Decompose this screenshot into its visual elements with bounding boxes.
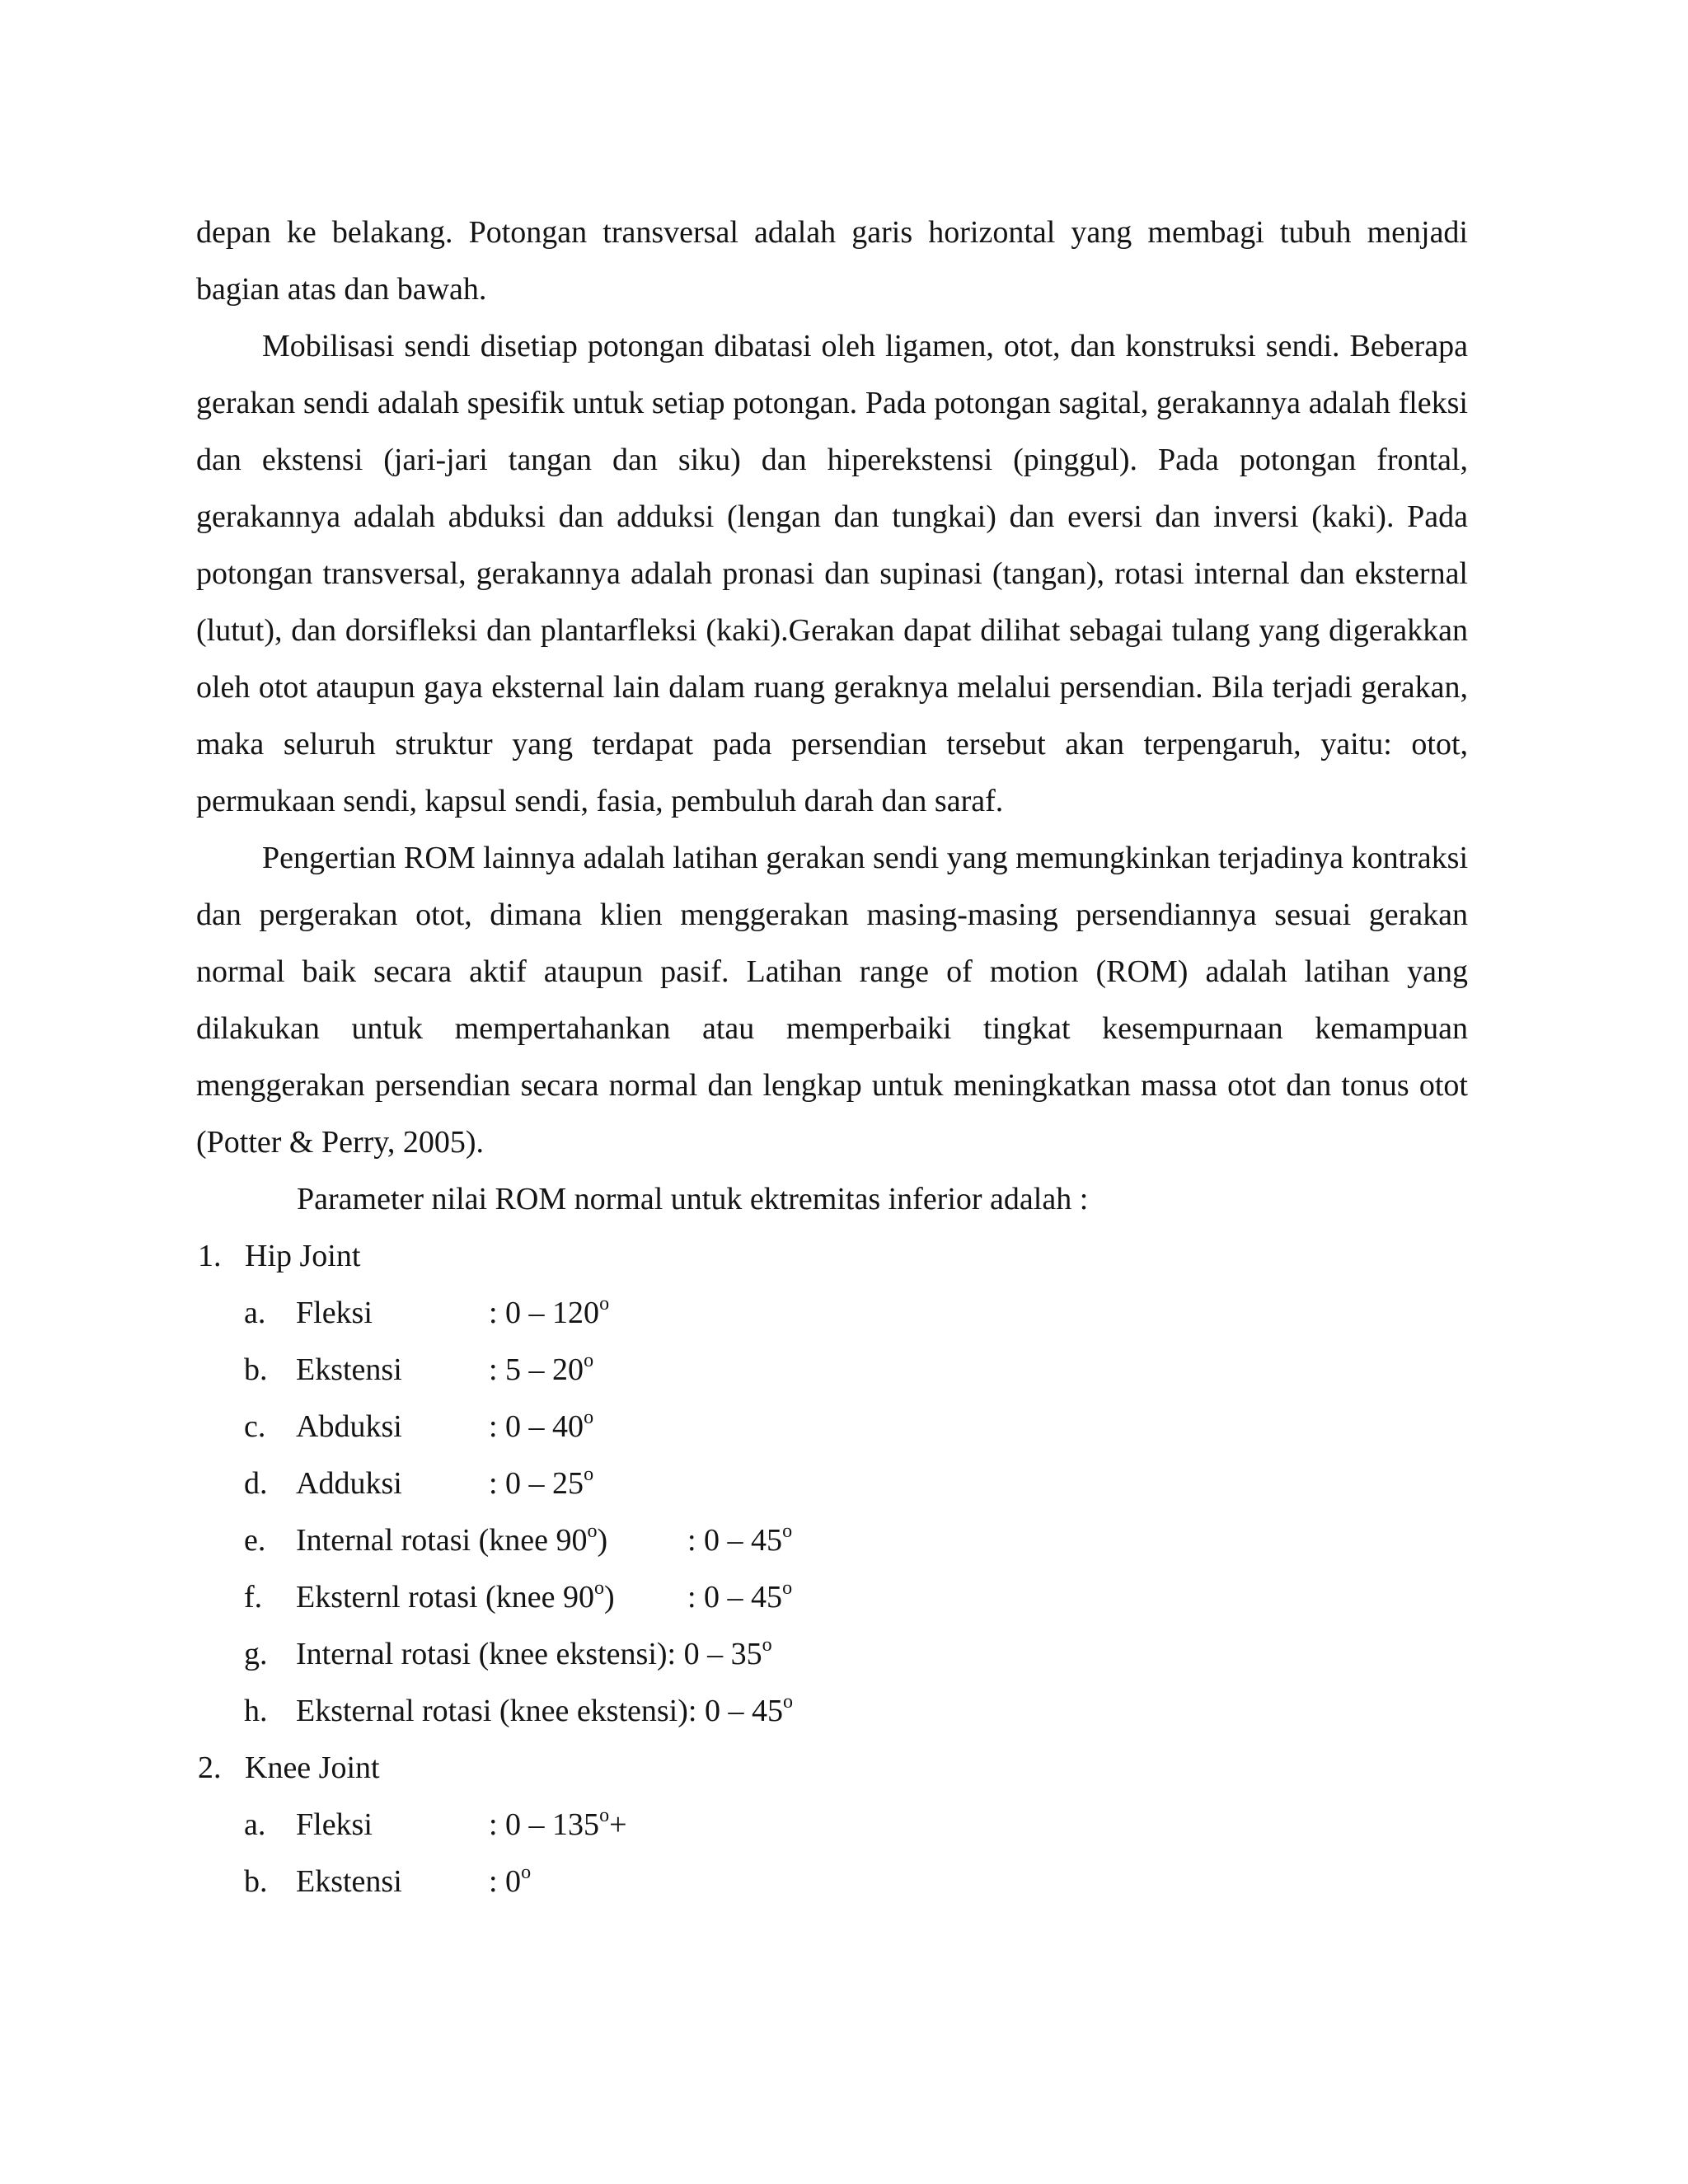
paragraph-planes-end: depan ke belakang. Potongan transversal adalah garis horizontal yang membagi tubuh menjadi bagian atas dan bawah. xyxy=(196,215,1468,307)
item-letter: b. xyxy=(244,1352,268,1387)
degree-sign: o xyxy=(599,1805,610,1827)
knee-item-fleksi xyxy=(196,1797,1468,1854)
item-value: : 0$^o$ xyxy=(489,1862,532,1899)
paragraph-joint-mobilization: Mobilisasi sendi disetiap potongan dibatasi oleh ligamen, otot, dan konstruksi sendi. Beberapa gerakan sendi adalah spesifik untuk setiap potongan. Pada potongan sagital, gerakannya adalah fleksi dan ekstensi (jari-jari tangan dan siku) dan hiperekstensi (pinggul). Pada potongan frontal, gerakannya adalah abduksi dan adduksi (lengan dan tungkai) dan eversi dan inversi (kaki). Pada potongan transversal, gerakannya adalah pronasi dan supinasi (tangan), rotasi internal dan eksternal (lutut), dan dorsifleksi dan plantarfleksi (kaki).Gerakan dapat dilihat sebagai tulang yang digerakkan oleh otot ataupun gaya eksternal lain dalam ruang geraknya melalui persendian. Bila terjadi gerakan, maka seluruh struktur yang terdapat pada persendian tersebut akan terpengaruh, yaitu: otot, permukaan sendi, kapsul sendi, fasia, pembuluh darah dan saraf. xyxy=(196,329,1468,818)
hip-item-eksternal-rotasi-knee-ekstensi xyxy=(196,1683,1468,1740)
item-letter: g. xyxy=(244,1637,268,1671)
item-label: Fleksi xyxy=(296,1296,373,1330)
item-letter: c. xyxy=(244,1409,266,1444)
hip-item-abduksi xyxy=(196,1399,1468,1455)
item-value: : $0 - 135^o+$ xyxy=(489,1805,627,1842)
item-letter: d. xyxy=(244,1466,268,1501)
item-label: Ekstensi xyxy=(296,1864,402,1899)
hip-item-eksternal-rotasi-knee-90 xyxy=(196,1569,1468,1626)
knee-item-ekstensi xyxy=(196,1854,1468,1910)
degree-sign: o xyxy=(593,1577,604,1600)
item-label: Adduksi xyxy=(296,1466,402,1501)
degree-sign: o xyxy=(584,1464,594,1486)
degree-sign: o xyxy=(584,1407,594,1429)
item-value: : 0 – 25$^o$ xyxy=(489,1464,594,1501)
hip-item-adduksi xyxy=(196,1455,1468,1512)
item-label: Internal rotasi (knee 90$^o$) xyxy=(296,1521,608,1558)
rom-parameter-intro: Parameter nilai ROM normal untuk ektremitas inferior adalah : xyxy=(297,1182,1089,1216)
item-label: Ekstensi xyxy=(296,1352,402,1387)
section-number: 1. xyxy=(198,1239,222,1273)
item-value: : 0 – 45$^o$ xyxy=(687,1521,793,1558)
hip-item-fleksi xyxy=(196,1285,1468,1342)
degree-sign: o xyxy=(599,1293,610,1315)
degree-sign: o xyxy=(521,1862,532,1884)
item-value: : 0 – 45$^o$ xyxy=(687,1691,793,1728)
knee-joint-heading xyxy=(196,1740,1468,1797)
item-letter: f. xyxy=(244,1580,263,1615)
item-label-with-value: Eksternal rotasi (knee ekstensi): 0 – 45$^o$ xyxy=(296,1691,793,1728)
item-value: : 0 – 35$^o$ xyxy=(667,1634,772,1671)
section-title: Hip Joint xyxy=(245,1239,361,1273)
section-number: 2. xyxy=(198,1750,222,1785)
item-letter: h. xyxy=(244,1694,268,1728)
hip-joint-heading xyxy=(196,1228,1468,1285)
hip-item-internal-rotasi-knee-ekstensi xyxy=(196,1626,1468,1683)
degree-sign: o xyxy=(782,1521,793,1543)
hip-item-internal-rotasi-knee-90 xyxy=(196,1512,1468,1569)
item-label: Abduksi xyxy=(296,1409,402,1444)
degree-sign: o xyxy=(584,1350,594,1372)
item-label-with-value: Internal rotasi (knee ekstensi): 0 – 35$^o$ xyxy=(296,1634,772,1671)
paragraph-rom-definition: Pengertian ROM lainnya adalah latihan gerakan sendi yang memungkinkan terjadinya kontraksi dan pergerakan otot, dimana klien menggerakan masing-masing persendiannya sesuai gerakan normal baik secara aktif ataupun pasif. Latihan range of motion (ROM) adalah latihan yang dilakukan untuk mempertahankan atau memperbaiki tingkat kesempurnaan kemampuan menggerakan persendian secara normal dan lengkap untuk meningkatkan massa otot dan tonus otot (Potter & Perry, 2005). xyxy=(196,841,1468,1160)
hip-item-ekstensi xyxy=(196,1342,1468,1399)
section-title: Knee Joint xyxy=(245,1750,380,1785)
degree-sign: o xyxy=(587,1521,598,1543)
item-value: : 5 – 20$^o$ xyxy=(489,1350,594,1387)
item-letter: a. xyxy=(244,1807,266,1842)
document-page xyxy=(196,204,1468,1910)
degree-sign: o xyxy=(762,1634,772,1657)
degree-sign: o xyxy=(782,1691,793,1713)
item-letter: b. xyxy=(244,1864,268,1899)
item-value: : 0 – 40$^o$ xyxy=(489,1407,594,1444)
item-letter: e. xyxy=(244,1523,266,1558)
item-value: : 0 – 120$^o$ xyxy=(489,1293,610,1330)
item-letter: a. xyxy=(244,1296,266,1330)
degree-sign: o xyxy=(782,1577,793,1600)
item-label: Fleksi xyxy=(296,1807,373,1842)
item-value: : 0 – 45$^o$ xyxy=(687,1577,793,1615)
item-label: Eksternl rotasi (knee 90$^o$) xyxy=(296,1577,615,1615)
